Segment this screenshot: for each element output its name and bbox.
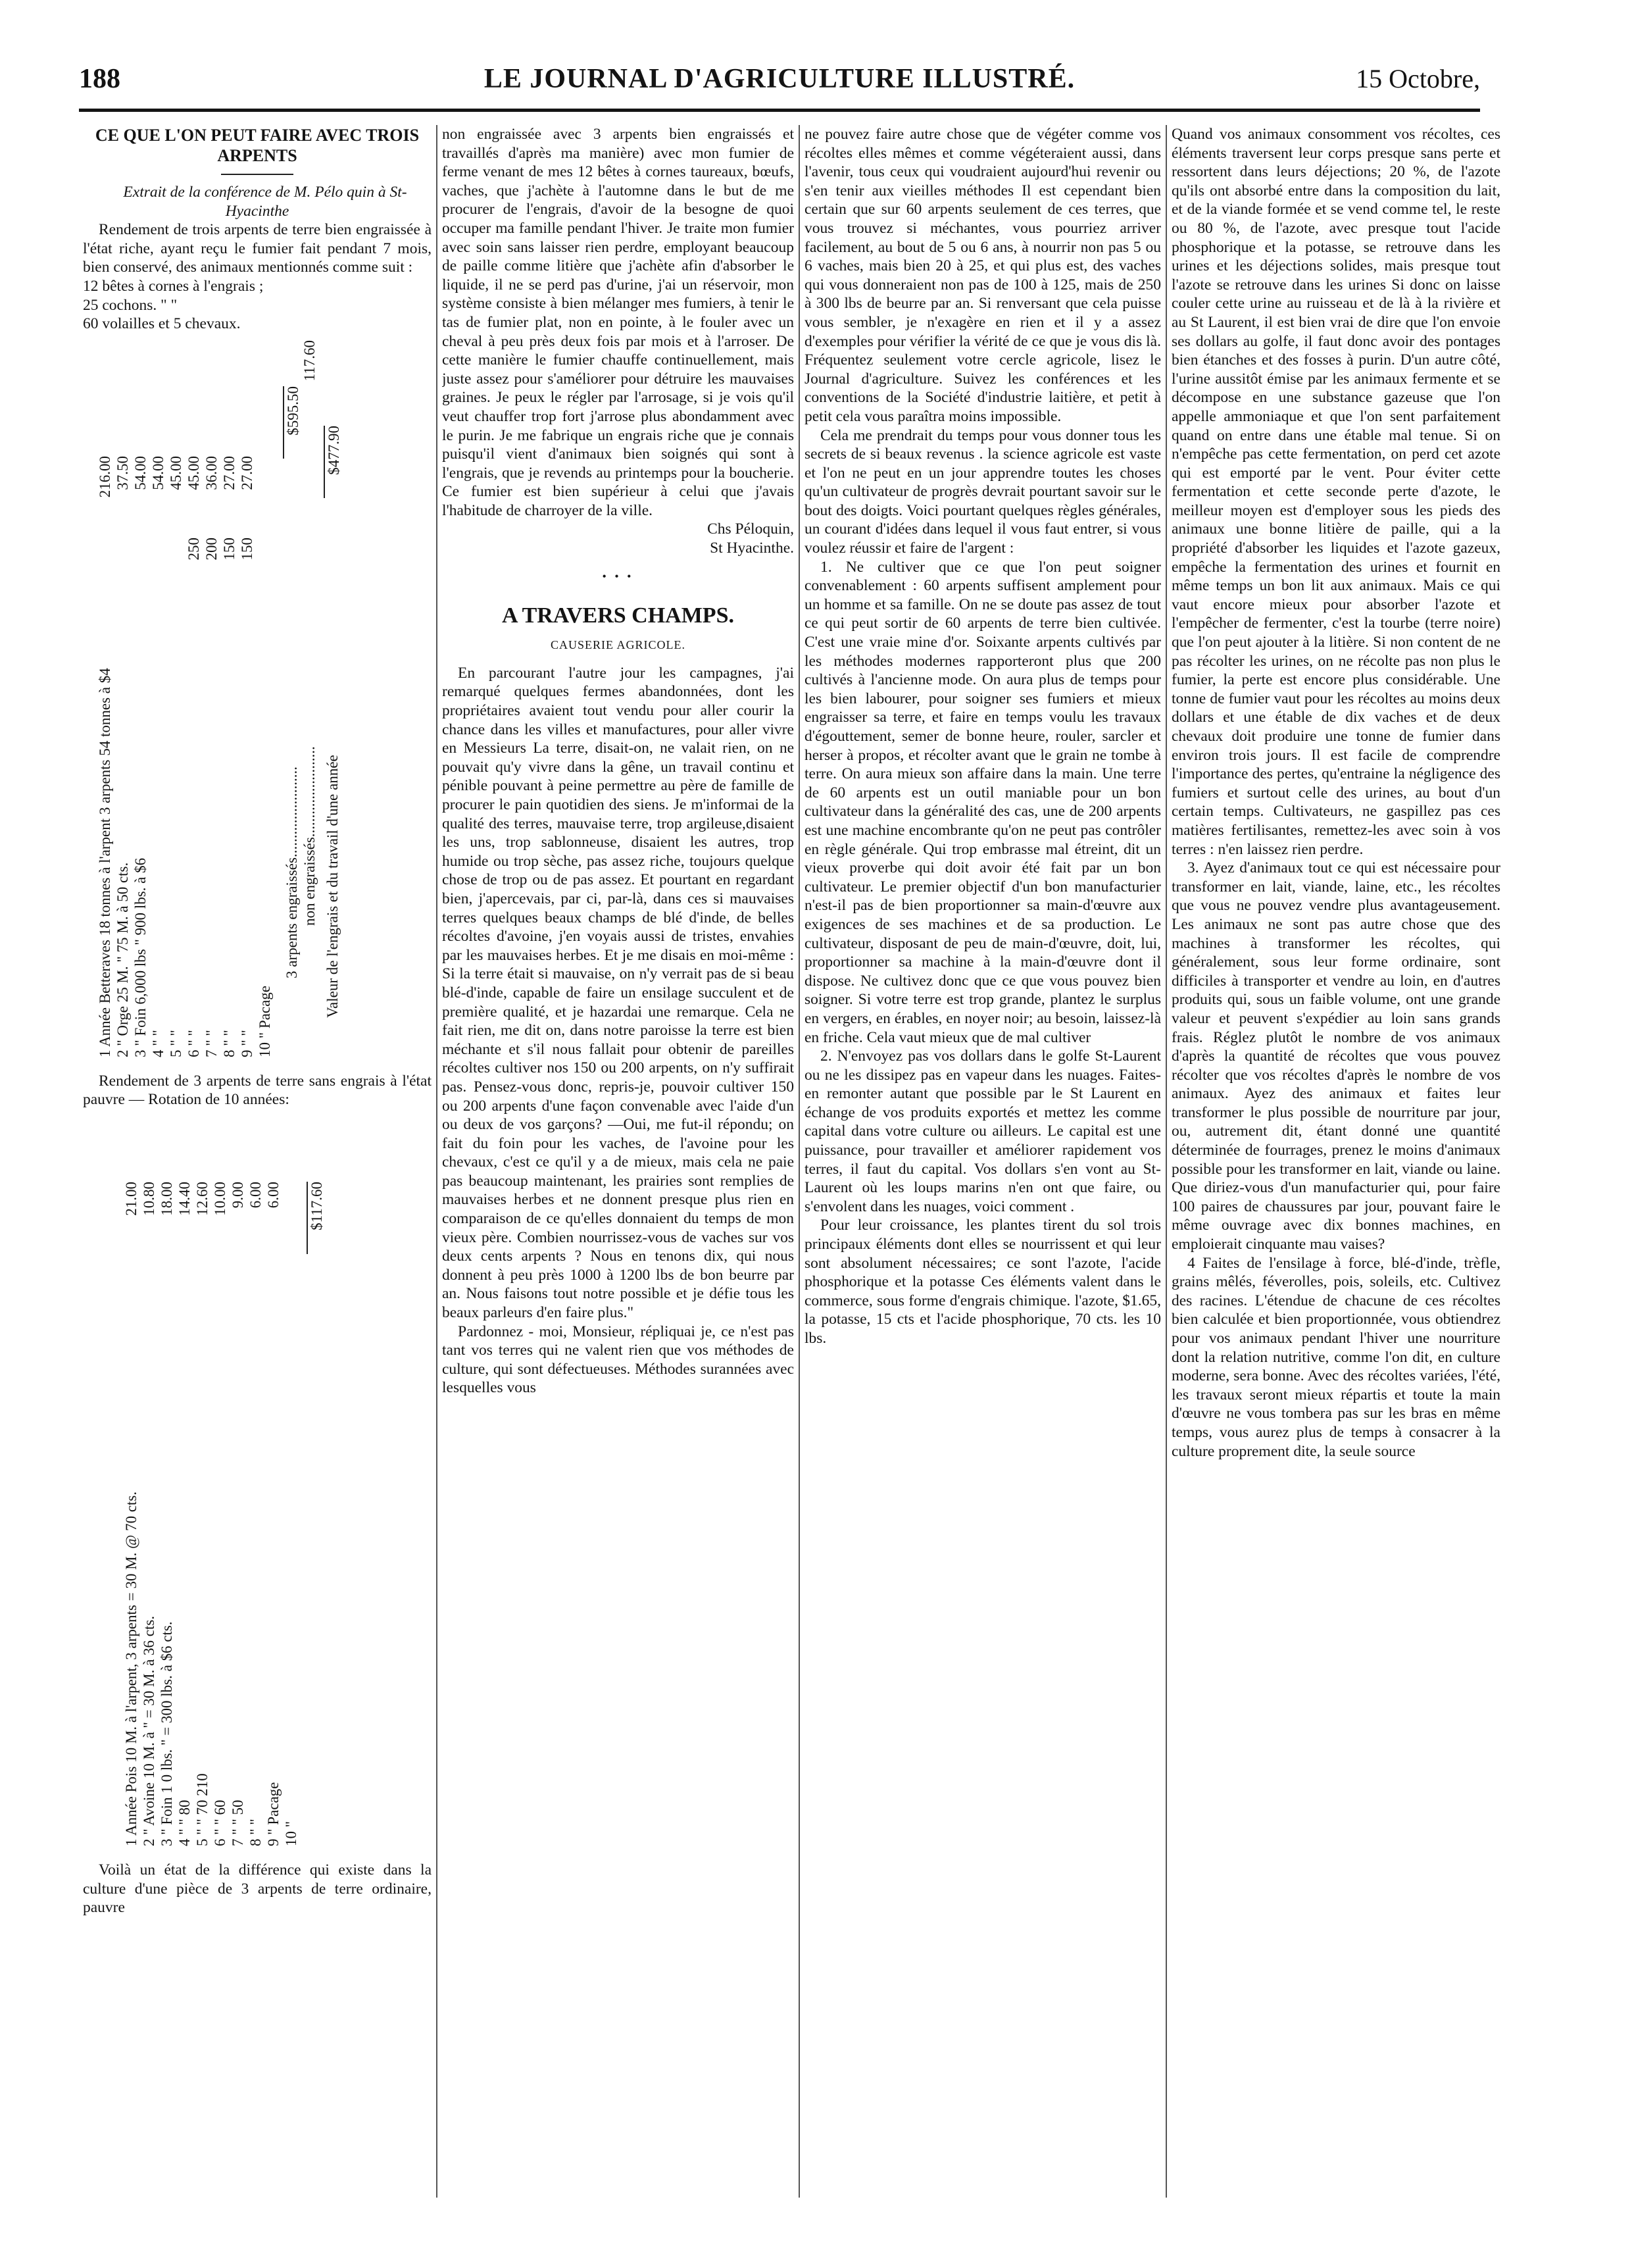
column-divider bbox=[799, 125, 800, 2198]
paragraph: Pardonnez - moi, Monsieur, répliquai je, ce n'est pas tant vos terres qui ne valent rien que vos méthodes de culture, qui sont défectueuses. Méthodes surannées avec lesquelles vous bbox=[442, 1323, 794, 1397]
column-1 bbox=[83, 125, 432, 2191]
table-row: 8 " " 6.00 bbox=[247, 1181, 264, 1846]
section-subtitle: CAUSERIE AGRICOLE. bbox=[550, 638, 685, 652]
table-row: 4 " " 80 14.40 bbox=[176, 1181, 193, 1846]
signature-place: St Hyacinthe. bbox=[710, 540, 794, 557]
table-row: 3 " Foin 1 0 lbs. " = 300 lbs. à $6 cts. 18.00 bbox=[159, 1181, 175, 1846]
journal-title: LE JOURNAL D'AGRICULTURE ILLUSTRÉ. bbox=[483, 64, 1076, 94]
article-subtitle: Extrait de la conférence de M. Pélo quin à St-Hyacinthe bbox=[123, 184, 407, 220]
table-row: 9 " Pacage 6.00 bbox=[265, 1181, 282, 1846]
paragraph: 4 Faites de l'ensilage à force, blé-d'inde, trèfle, grains mêlés, féverolles, pois, soleils, etc. Cultivez des racines. L'étendue de chacune de ces récoltes bien calculée et bien proportionnée, vous obtiendrez pour vos animaux pendant l'hiver une nourriture dont la relation nutritive, comme l'on dit, en culture moderne, sera bonne. Avec des récoltes variées, l'été, les travaux seront mieux répartis et toute la main d'œuvre ne vous tombera pas sur les bras en même temps, vous aurez plus de temps à consacrer à la culture proprement dite, la seule source bbox=[1172, 1254, 1500, 1460]
table-row: 9 " " 150 27.00 bbox=[239, 455, 255, 1057]
page-header bbox=[79, 63, 1480, 104]
table-row: 10 " bbox=[283, 1821, 299, 1846]
table-row: 2 " Orge 25 M. " 75 M. à 50 cts. 37.50 bbox=[114, 455, 131, 1057]
column-divider bbox=[1166, 125, 1167, 2198]
table-row: 1 Année Betteraves 18 tonnes à l'arpent 3 arpents 54 tonnes à $4 216.00 bbox=[97, 455, 113, 1057]
paragraph: Quand vos animaux consomment vos récoltes, ces éléments traversent leur corps presque sans perte et ressortent dans leurs déjections; 20 %, de l'azote qu'ils ont absorbé entre dans la composition du lait, et de la viande formée et se vend comme tel, le reste ou 80 %, de l'azote, avec presque tout l'acide phosphorique et la potasse, se retrouve dans les urines et les déjections solides, mais presque tout l'azote se retrouve dans les urines Si donc on laisse couler cette urine au ruisseau et de là à la rivière et au St Laurent, il est bien vrai de dire que l'on envoie ses dollars au golfe, il faut donc avoir des pontages bien étanches et des fosses à purin. D'un autre côté, l'urine aussitôt émise par les animaux fermente et se décompose en une substance gazeuse que l'on appelle ammoniaque et que l'on sent parfaitement quand on entre dans une étable mal tenue. Si on n'empêche pas cette fermentation, on perd cet azote qui est emporté par le vent. Pour éviter cette fermentation et cette seconde perte d'azote, le meilleur moyen est d'employer sous les pieds des animaux une bonne litière de paille, qui a la propriété d'absorber les liquides et l'azote gazeux, empêche la fermentation des urines et fournit en même temps un bon lit aux animaux. Mais ce qui vaut encore mieux pour absorber l'azote et l'empêcher de fermenter, c'est la tourbe (terre noire) que l'on peut ajouter à la litière. Si non content de ne pas récolter les urines, on ne récolte pas non plus le fumier, la perte est encore plus considérable. Une tonne de fumier vaut pour les récoltes au moins deux dollars et une étable de dix vaches et de deux chevaux doit produire une tonne de fumier dans environ trois jours. Il est facile de comprendre l'importance des pertes, qu'entraine la négligence des fumiers et surtout celle des urines, au bout d'un certain temps. Cultivateurs, ne gaspillez pas ces matières fertilisantes, remettez-les avec soin à vos terres : n'en laissez rien perdre. bbox=[1172, 126, 1500, 858]
table-row: 5 " " 45.00 bbox=[168, 455, 184, 1057]
animal-list bbox=[83, 277, 432, 334]
paragraph: 3. Ayez d'animaux tout ce qui est nécessaire pour transformer en lait, viande, laine, etc., les récoltes que vous ne pouvez vendre plus avantageusement. Les animaux ne sont pas autre chose que des machines à transformer les récoltes, qui généralement, sous leur forme ordinaire, sont difficiles à transporter et vendre au loin, en d'autres produits qui, sous un faible volume, ont une grande valeur et peuvent s'expédier au loin sans grands frais. Réglez plutôt le nombre de vos animaux d'après la quantité de récoltes que vous pouvez récolter que vos récoltes d'après le nombre de vos animaux. Ayez des animaux et faites leur transformer le plus possible de nourriture par jour, ou, autrement dit, étant donné une quantité déterminée de fourrages, prenez le moins d'animaux possible pour les transformer en lait, viande ou laine. Que diriez-vous d'un manufacturier qui, pour faire 100 paires de chaussures par jour, pouvant faire le même ouvrage avec dix bonnes machines, en emploierait cinquante mau vaises? bbox=[1172, 859, 1500, 1253]
title-rule bbox=[221, 174, 293, 175]
list-item: 60 volailles et 5 chevaux. bbox=[83, 315, 241, 333]
list-item: 12 bêtes à cornes à l'engrais ; bbox=[83, 277, 264, 295]
paragraph: En parcourant l'autre jour les campagnes, j'ai remarqué quelques fermes abandonnées, dont les propriétaires avaient tout vendu pour aller courir la chance dans les villes et manufactures, pour aller vivre en Messieurs La terre, disait-on, ne valait rien, on ne pouvait qu'y vivre dans la gêne, un travail continu et pénible pouvant à peine permettre au père de famille de procurer le pain quotidien des siens. Je m'informai de la qualité des terres, mauvaise terre, trop argileuse,disaient les uns, trop sablonneuse, disaient les autres, trop humide ou trop sèche, pas assez riche, toujours quelque chose de trop ou de pas assez. Et pourtant en regardant bien, j'apercevais, par ci, par-là, dans ces si mauvaises terres quelques beaux champs de blé d'inde, de belles récoltes d'avoine, j'en voyais aussi de tristes, envahies par les mauvaises herbes. Et je me disais en moi-même : Si la terre était si mauvaise, on n'y verrait pas de si beau blé-d'inde, capable de faire un ensilage succulent et de première qualité, et je hazardai une remarque. Cela ne fait rien, me dit on, dans notre paroisse la terre est bien méchante et s'il nous fallait pour obtenir de pareilles récoltes cultiver nos 150 ou 200 arpents, on n'y suffirait pas. Pensez-vous donc, repris-je, pouvoir cultiver 150 ou 200 arpents d'une façon convenable avec l'aide d'un ou deux de vos garçons? —Oui, me fut-il répondu; on fait du foin pour les vaches, de l'avoine pour les chevaux, c'est ce qu'il y a de mieux, mais cela ne paie pas beaucoup maintenant, les prairies sont remplies de mauvaises herbes et ne donnent presque plus rien en comparaison de ce qu'elles donnaient du temps de mon vieux père. Combien nourrissez-vous de vaches sur vos deux cents arpents ? Nous en tenons dix, qui nous donnent à peu près 1000 à 1200 lbs de bon beurre par an. Nous faisons tout notre possible et je défie tous les beaux parleurs d'en faire plus." bbox=[442, 664, 794, 1322]
table-total-row: non engraissés........................ 117.60 bbox=[301, 340, 318, 926]
paragraph: Rendement de 3 arpents de terre sans engrais à l'état pauvre — Rotation de 10 années: bbox=[83, 1072, 432, 1109]
table-total-row: Valeur de l'engrais et du travail d'une année $477.90 bbox=[324, 425, 342, 1018]
table-row: 3 " Foin 6,000 lbs " 900 lbs. à $6 54.00 bbox=[132, 455, 149, 1057]
table-row: 10 " Pacage bbox=[257, 985, 273, 1057]
column-2 bbox=[442, 125, 794, 2191]
column-divider bbox=[436, 125, 437, 2198]
list-item: 25 cochons. " " bbox=[83, 296, 178, 314]
paragraph: 2. N'envoyez pas vos dollars dans le golfe St-Laurent ou ne les dissipez pas en vapeur dans les nuages. Faites-en remonter autant que possible par le St Laurent en échange de vos produits exportés et mettez les comme capital dans votre culture ou ailleurs. Le capital est une puissance, pour travailler et améliorer rapidement vos terres, il faut du capital. Vos dollars s'en vont au St-Laurent où les loups marins n'en ont que faire, ou s'envolent dans les nuages, voici comment . bbox=[805, 1047, 1161, 1215]
signature-name: Chs Péloquin, bbox=[707, 520, 794, 538]
separator-ornament: • • • bbox=[602, 569, 634, 583]
article-title: CE QUE L'ON PEUT FAIRE AVEC TROIS ARPENTS bbox=[95, 126, 420, 165]
paragraph: 1. Ne cultiver que ce que l'on peut soigner convenablement : 60 arpents suffisent amplement pour un homme et sa famille. On ne se doute pas assez de tout ce qui peut sortir de 60 arpents de terre bien cultivée. C'est une vraie mine d'or. Soixante arpents cultivés par les méthodes modernes rapporteront plus que 200 cultivés à l'ancienne mode. On aura plus de temps pour les bien labourer, pour soigner ses fumiers et mieux engraisser sa terre, et faire en temps voulu les travaux d'égouttement, semer de bonne heure, rouler, sarcler et herser à propos, et récolter avant que le grain ne tombe à terre. On aura mieux son affaire dans la main. Une terre de 60 arpents est un outil maniable pour un bon cultivateur dans la généralité des cas, une de 200 arpents est une machine encombrante qu'on ne peut pas contrôler en règle générale. Qui trop embrasse mal étreint, dit un vieux proverbe qui doit avoir été fait par un bon cultivateur. Le premier objectif d'un bon manufacturier n'est-il pas de bien proportionner sa main-d'œuvre aux exigences de ses machines et de sa production. Le cultivateur, disposant de peu de main-d'œuvre, doit, lui, proportionner sa machine à la main-d'œuvre dont il dispose. Ne cultivez donc que ce que vous pouvez bien soigner. Si votre terre est trop grande, plantez le surplus en vergers, en érables, en noyer noir; au besoin, laissez-là en friche. Cela vaut mieux que de mal cultiver bbox=[805, 558, 1161, 1046]
table-row: 1 Année Pois 10 M. à l'arpent, 3 arpents = 30 M. @ 70 cts. 21.00 bbox=[123, 1181, 139, 1846]
section-title: A TRAVERS CHAMPS. bbox=[502, 603, 734, 628]
paragraph: ne pouvez faire autre chose que de végéter comme vos récoltes elles mêmes et comme végéteraient aussi, dans l'avenir, tous ceux qui voudraient aujourd'hui revenir ou s'en tenir aux vieilles méthodes Il est cependant bien certain que sur 60 arpents seulement de ces terres, que vous trouvez si méchantes, vous pourriez arriver facilement, au bout de 5 ou 6 ans, à nourrir non pas 5 ou 6 vaches, mais bien 20 à 25, et qui plus est, des vaches qui vous donneraient non pas de 100 à 125, mais de 250 à 300 lbs de beurre par an. Si renversant que cela puisse vous sembler, je n'exagère en rien et il y a assez d'exemples pour vérifier la vérité de ce que je vous dis là. Fréquentez seulement votre cercle agricole, lisez le Journal d'agriculture. Suivez les conférences et les conventions de la Société d'industrie laitière, et petit à petit cela vous paraîtra moins impossible. bbox=[805, 126, 1161, 425]
page-number: 188 bbox=[79, 64, 120, 94]
table-row: 7 " " 200 36.00 bbox=[203, 455, 220, 1057]
table-row: 6 " " 60 10.00 bbox=[212, 1181, 228, 1846]
paragraph: Rendement de trois arpents de terre bien engraissée à l'état riche, ayant reçu le fumier fait pendant 7 mois, bien conservé, des animaux mentionnés comme suit : bbox=[83, 221, 432, 276]
paragraph: Voilà un état de la différence qui existe dans la culture d'une pièce de 3 arpents de terre ordinaire, pauvre bbox=[83, 1861, 432, 1917]
column-3 bbox=[805, 125, 1161, 2191]
table-row: 7 " " 50 9.00 bbox=[230, 1181, 246, 1846]
paragraph: Cela me prendrait du temps pour vous donner tous les secrets de si beaux revenus . la science agricole est vaste et l'on ne peut en un jour apprendre toutes les choses qu'un cultivateur de progrès devrait pourtant savoir sur le bout des doigts. Voici pourtant quelques règles générales, un courant d'idées dans lequel il vous faut entrer, si vous voulez réussir et faire de l'argent : bbox=[805, 426, 1161, 557]
table-row: 5 " " 70 210 12.60 bbox=[194, 1181, 210, 1846]
issue-date: 15 Octobre, bbox=[1356, 64, 1480, 93]
table-row: 6 " " 250 45.00 bbox=[186, 455, 202, 1057]
table-total-row: 3 arpents engraissés........................ $595.50 bbox=[284, 386, 301, 978]
paragraph: non engraissée avec 3 arpents bien engraissés et travaillés d'après ma manière) avec mon fumier de ferme venant de mes 12 bêtes à cornes taureaux, bœufs, vaches, que j'achète à l'automne dans le but de me procurer de l'engrais, d'avoir de la besogne de quoi occuper ma famille pendant l'hiver. Je traite mon fumier avec soin sans laisser rien perdre, employant beaucoup de paille comme litière que j'achète afin d'absorber le liquide, il ne se perd pas d'urine, j'ai un réservoir, mon système consiste à bien mélanger mes fumiers, à tenir le tas de fumier plat, non en pointe, à le fouler avec un cheval à peu près deux fois par mois et à l'arroser. De cette manière le fumier chauffe continuellement, mais juste assez pour s'améliorer pour détruire les mauvaises graines. Je peux le régler par l'arrosage, si je vois qu'il veut chauffer trop fort j'arrose plus abondamment avec le purin. Je me fabrique un engrais riche que je connais puisqu'il vient d'animaux bien soignés qui sont à l'engrais, que je revends au printemps pour la boucherie. Ce fumier est bien supérieur à celui que j'avais l'habitude de charroyer de la ville. bbox=[442, 126, 794, 519]
table-row: 8 " " 150 27.00 bbox=[221, 455, 237, 1057]
rich-land-table bbox=[83, 340, 432, 1064]
table-row: 2 " Avoine 10 M. à " = 30 M. à 36 cts. 10.80 bbox=[141, 1181, 157, 1846]
table-row: 4 " " 54.00 bbox=[150, 455, 166, 1057]
table-total-row: $117.60 bbox=[307, 1116, 324, 1846]
paragraph: Pour leur croissance, les plantes tirent du sol trois principaux éléments dont elles se nourrissent et qui leur sont absolument nécessaires; ce sont l'azote, l'acide phosphorique et la potasse Ces éléments valent dans le commerce, sous forme d'engrais chimique. l'azote, $1.65, la potasse, 15 cts et l'acide phosphorique, 70 cts. les 10 lbs. bbox=[805, 1217, 1161, 1347]
column-4 bbox=[1172, 125, 1500, 2191]
header-rule bbox=[79, 109, 1480, 112]
poor-land-table bbox=[83, 1116, 432, 1853]
